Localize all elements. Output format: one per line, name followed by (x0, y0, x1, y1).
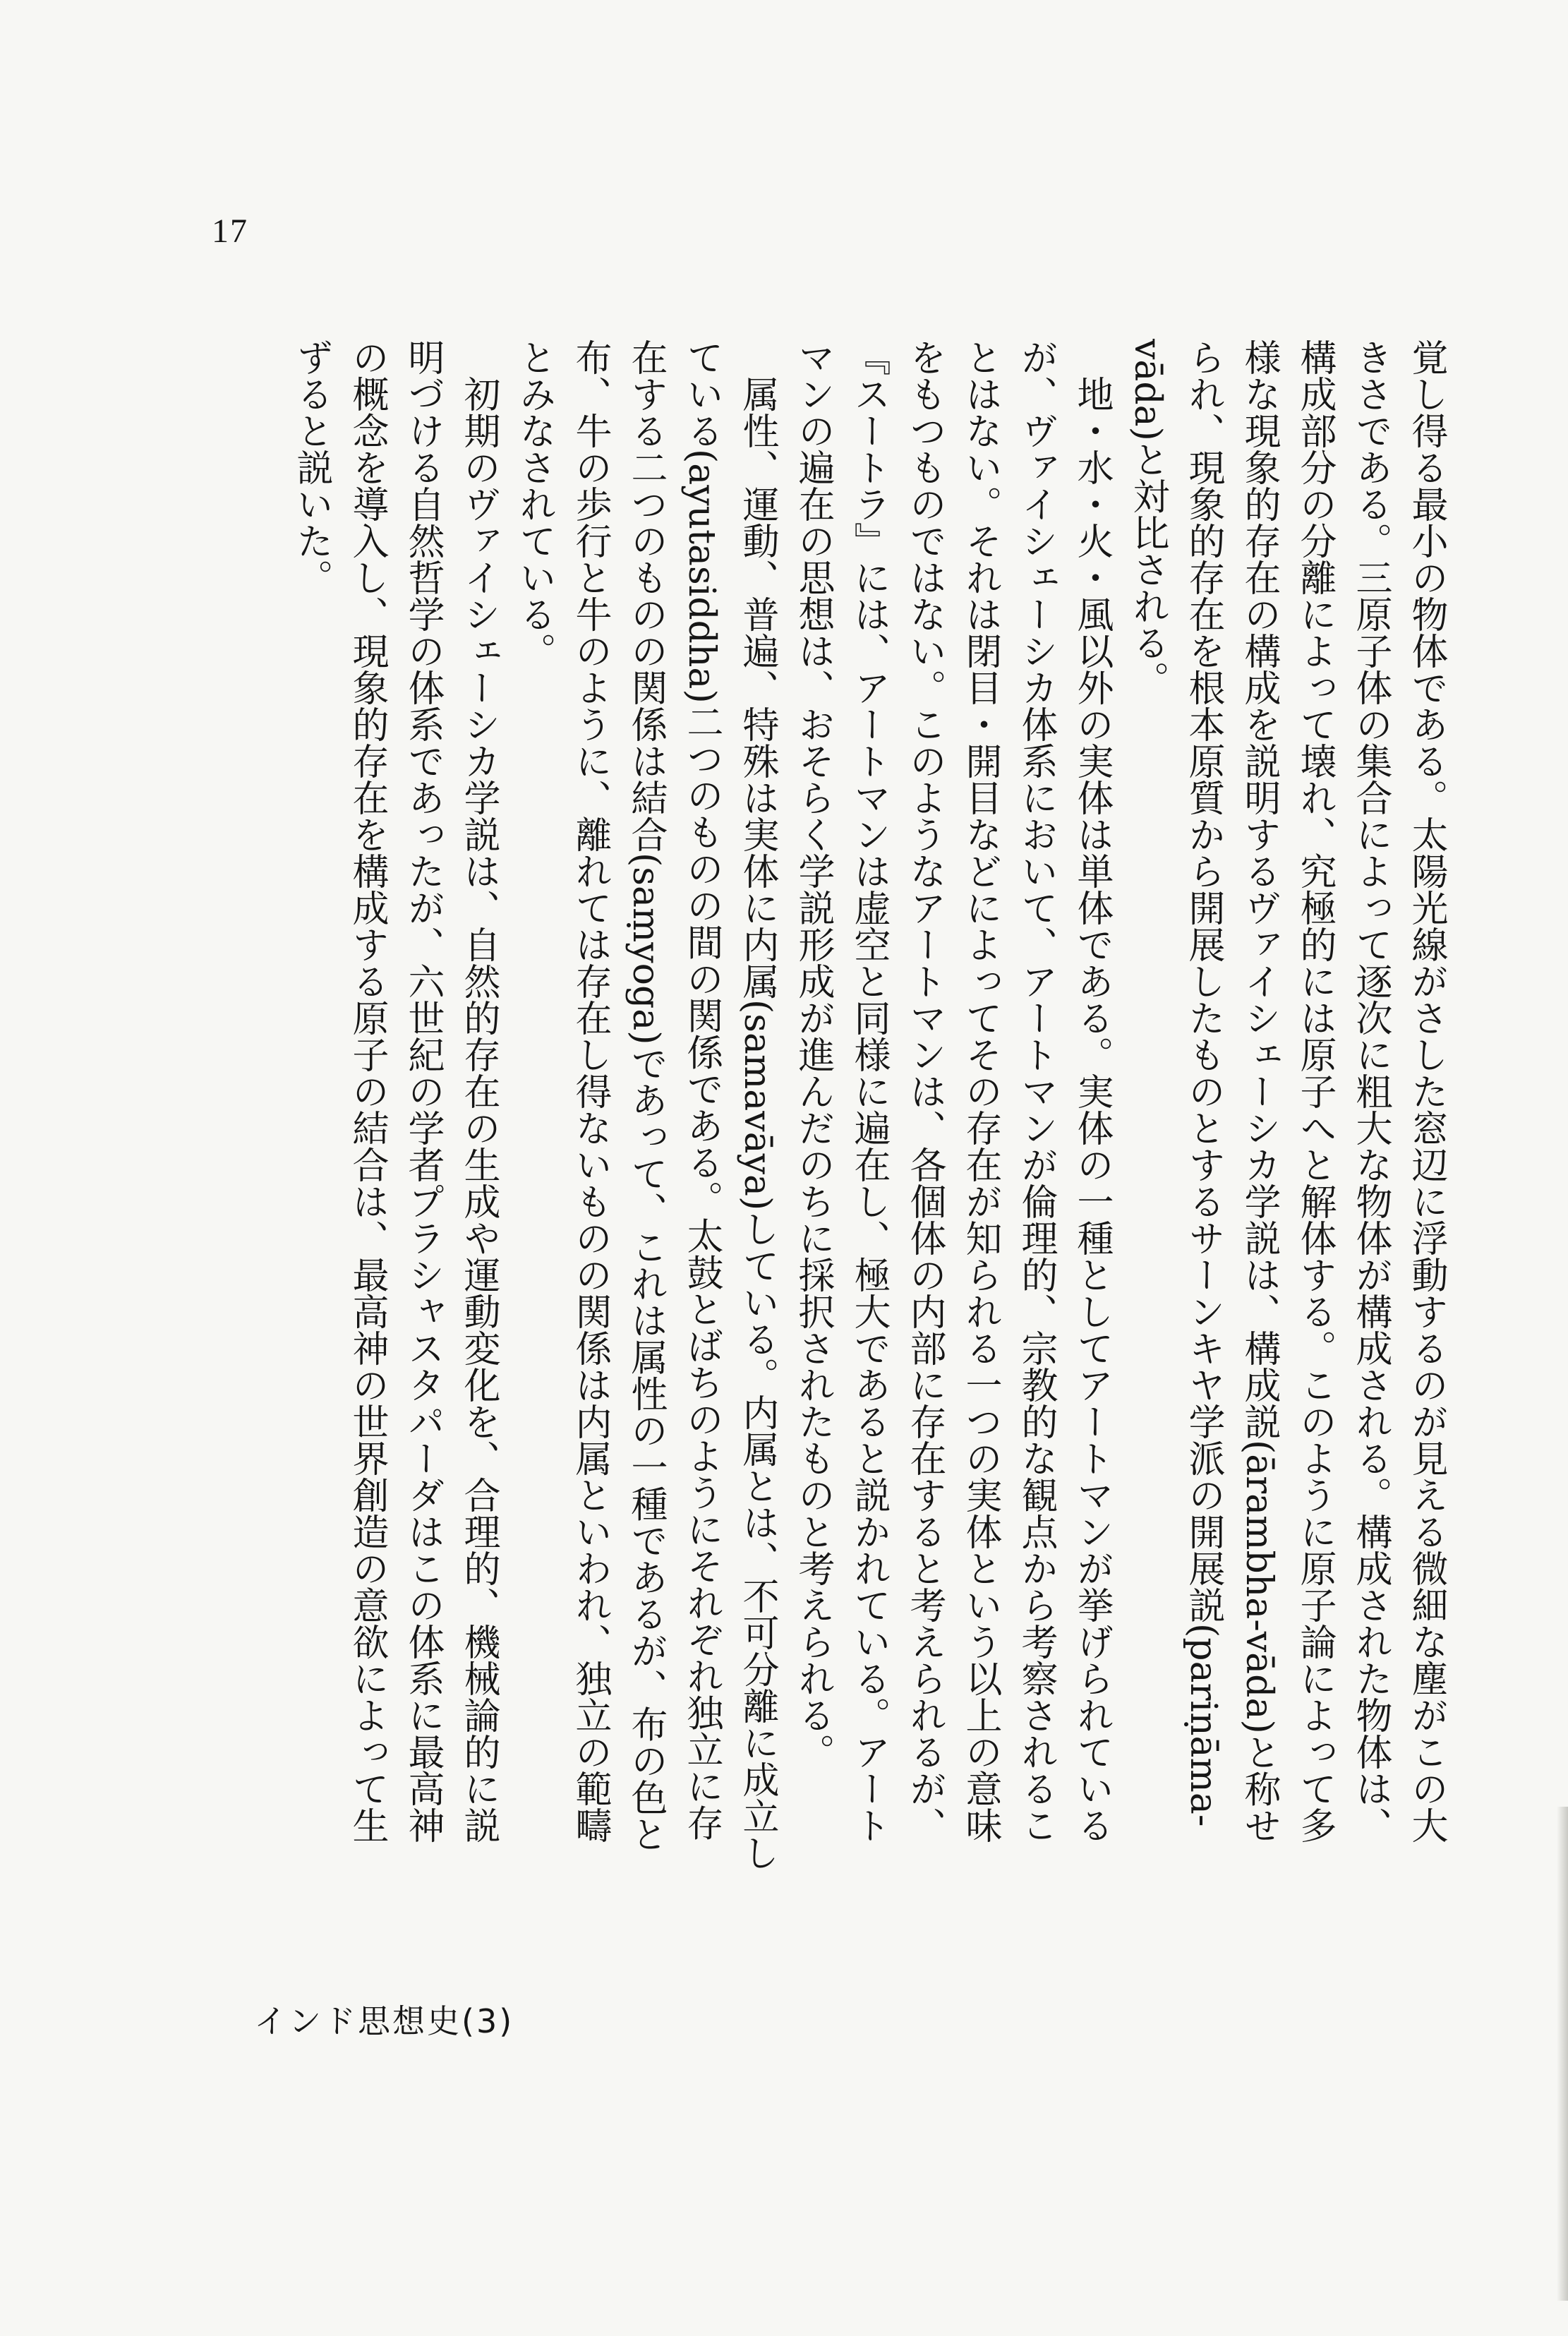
body-text (240, 339, 1454, 1877)
running-title: インド思想史(3) (254, 2002, 514, 2040)
paragraph-1: 覚し得る最小の物体である。太陽光線がさした窓辺に浮動するのが見える微細な塵がこの大きさである。三原子体の集合によって逐次に粗大な物体が構成される。構成された物体は、構成部分の分離によって壊れ、究極的には原子へと解体する。このように原子論によって多様な現象的存在の構成を説明するヴァイシェーシカ学説は、構成説(ārambha-vāda)と称せられ、現象的存在を根本原質から開展したものとするサーンキヤ学派の開展説(pariṇāma-vāda)と対比される。 (1126, 339, 1447, 1844)
paragraph-2: 地・水・火・風以外の実体は単体である。実体の一種としてアートマンが挙げられているが、ヴァイシェーシカ体系において、アートマンが倫理的、宗教的な観点から考察されることはない。それは閉目・開目などによってその存在が知られる一つの実体という以上の意味をもつものではない。このようなアートマンは、各個体の内部に存在すると考えられるが、『スートラ』には、アートマンは虚空と同様に遍在し、極大であると説かれている。アートマンの遍在の思想は、おそらく学説形成が進んだのちに採択されたものと考えられる。 (792, 339, 1113, 1843)
page-edge (1557, 1807, 1568, 2301)
page-number: 17 (212, 212, 248, 250)
paragraph-4: 初期のヴァイシェーシカ学説は、自然的存在の生成や運動変化を、合理的、機械論的に説明づける自然哲学の体系であったが、六世紀の学者プラシャスタパーダはこの体系に最高神の概念を導入し、現象的存在を構成する原子の結合は、最高神の世界創造の意欲によって生ずると説いた。 (290, 339, 500, 1843)
paragraph-3: 属性、運動、普遍、特殊は実体に内属(samavāya)している。内属とは、不可分離に成立している(ayutasiddha)二つのものの間の関係である。太鼓とばちのようにそれぞれ独立に存在する二つのものの関係は結合(saṃyoga)であって、これは属性の一種であるが、布の色と布、牛の歩行と牛のように、離れては存在し得ないものの関係は内属といわれ、独立の範疇とみなされている。 (513, 339, 778, 1872)
